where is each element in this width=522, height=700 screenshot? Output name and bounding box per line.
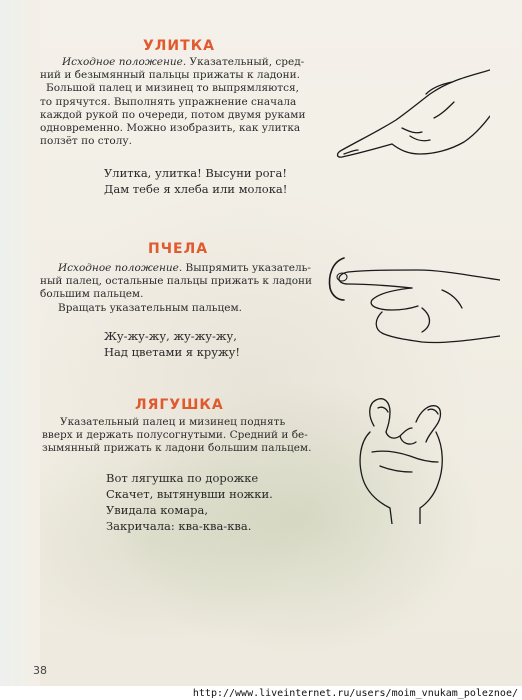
lead-label: Исходное положение. <box>62 56 187 68</box>
text-line: то прячутся. Выполнять упражнение сначала <box>40 95 297 108</box>
source-url[interactable]: http://www.liveinternet.ru/users/moim_vnukam_poleznoe/ <box>192 688 518 699</box>
text-line: большим пальцем. <box>40 288 144 301</box>
text-line: Указательный, сред- <box>186 56 305 68</box>
verse-line: Над цветами я кружу! <box>104 345 240 359</box>
section-text-bee <box>40 262 322 315</box>
verse-bee <box>104 328 240 360</box>
verse-line: Увидала комара, <box>106 503 208 517</box>
page-number: 38 <box>33 664 47 677</box>
text-line: Указательный палец и мизинец поднять <box>60 416 286 428</box>
verse-snail <box>104 165 287 197</box>
text-line: ползёт по столу. <box>40 135 132 148</box>
verse-line: Улитка, улитка! Высуни рога! <box>104 166 288 180</box>
page-gutter <box>0 0 40 700</box>
text-line: Вращать указательным пальцем. <box>58 301 242 314</box>
source-url-bar <box>0 686 522 700</box>
text-line: ний и безымянный пальцы прижаты к ладони. <box>40 69 300 82</box>
section-title-frog: ЛЯГУШКА <box>135 397 224 413</box>
section-text-frog <box>42 416 338 456</box>
text-line: вверх и держать полусогнутыми. Средний и бе- <box>42 429 308 442</box>
section-text-snail <box>40 56 312 148</box>
verse-line: Жу-жу-жу, жу-жу-жу, <box>104 329 237 343</box>
snail-hand-icon <box>330 58 490 168</box>
verse-frog <box>106 470 273 534</box>
text-line: Выпрямить указатель- <box>182 262 311 274</box>
text-line: ный палец, остальные пальцы прижать к ладони <box>40 275 313 288</box>
verse-line: Скачет, вытянувши ножки. <box>106 487 273 501</box>
text-line: зымянный прижать к ладони большим пальцем. <box>42 442 312 455</box>
text-line: каждой рукой по очереди, потом двумя руками <box>40 108 306 121</box>
verse-line: Вот лягушка по дорожке <box>106 471 259 485</box>
section-title-snail: УЛИТКА <box>143 38 215 54</box>
section-title-bee: ПЧЕЛА <box>148 241 209 257</box>
text-line: Большой палец и мизинец то выпрямляются, <box>46 82 299 95</box>
lead-label: Исходное положение. <box>58 262 183 274</box>
verse-line: Дам тебе я хлеба или молока! <box>104 182 288 196</box>
verse-line: Закричала: ква-ква-ква. <box>106 519 252 533</box>
bee-hand-icon <box>322 250 500 350</box>
text-line: одновременно. Можно изобразить, как улитка <box>40 122 301 135</box>
frog-hand-icon <box>350 392 450 524</box>
